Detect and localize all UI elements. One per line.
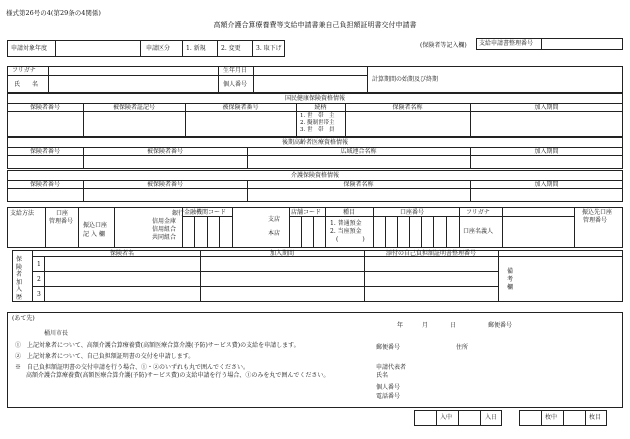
nhi-header-insurer-number: 保険者番号 [29, 104, 60, 111]
nhi-header-period: 加入期間 [534, 104, 559, 111]
nhi-header-card-symbol: 被保険者証記号 [112, 104, 155, 111]
elderly-header-period: 加入期間 [534, 148, 559, 155]
category-option-new[interactable]: 1. 新規 [186, 45, 206, 52]
history-row-1: 1 [37, 261, 41, 268]
window-label: 口座 [56, 210, 69, 217]
history-side-label: 保険者加入歴 [16, 256, 23, 301]
category-label: 申請区分 [146, 45, 171, 52]
postal-label-top: 郵便番号 [488, 322, 513, 329]
representative-name-label: 氏名 [376, 372, 389, 379]
manager-number-label: 管理番号 [49, 218, 74, 225]
history-row-2: 2 [37, 276, 41, 283]
nhi-header-insurer-name: 保険者名称 [392, 104, 423, 111]
nhi-header-relation: 続柄 [314, 104, 327, 111]
elderly-header-insurer-number: 保険者番号 [29, 148, 60, 155]
dest-manager-label: 管理番号 [583, 217, 608, 224]
cert-number-label: 支給申請書整理番号 [479, 40, 534, 47]
bank-type-shinkumi[interactable]: 信用組合 [152, 226, 177, 233]
history-header-insurer: 保険者名 [109, 250, 134, 257]
ltc-header-period: 加入期間 [534, 181, 559, 188]
account-type-label: 種目 [343, 209, 356, 216]
date-year-label: 年 [397, 322, 404, 329]
account-type-other[interactable]: ( ) [336, 236, 365, 243]
address-label: 住所 [456, 344, 469, 351]
bank-code-label: 金融機関コード [184, 209, 227, 216]
period-label: 計算期間の始期及び終期 [372, 76, 439, 83]
phone-label: 電話番号 [376, 393, 401, 400]
mayor-label: 桶川市長 [44, 330, 69, 337]
addressee-label: (あて先) [12, 315, 35, 322]
postal-label-applicant: 郵便番号 [376, 344, 401, 351]
holder-furigana-label: フリガナ [466, 209, 490, 216]
individual-number-label: 個人番号 [223, 81, 248, 88]
head-office-label: 本店 [268, 230, 281, 237]
history-row-3: 3 [37, 291, 41, 298]
transfer-entry-label: 振込口座記 入 欄 [83, 222, 108, 238]
bank-type-bank[interactable]: 銀行 [172, 210, 185, 217]
nhi-header-insured-number: 被保険者番号 [222, 104, 259, 111]
bank-type-shinkin[interactable]: 信用金庫 [152, 218, 177, 225]
representative-label: 申請代表者 [376, 364, 407, 371]
ltc-header-insured-number: 被保険者番号 [146, 181, 183, 188]
relation-option-member[interactable]: 3. 世 帯 員 [300, 127, 335, 133]
declaration-section [7, 312, 623, 408]
footer-label-sheets-total: 枚中 [545, 414, 558, 421]
elderly-header-union-name: 広域連合名称 [340, 148, 377, 155]
date-month-label: 月 [422, 322, 429, 329]
category-option-change[interactable]: 2. 変更 [221, 45, 241, 52]
footer-label-in-index: 入日 [485, 414, 498, 421]
footer-label-in-total: 入中 [440, 414, 453, 421]
bank-type-kyodo[interactable]: 共同組合 [152, 234, 177, 241]
account-type-ordinary[interactable]: 1. 普通預金 [330, 220, 362, 227]
history-header-cert-number: 添付の自己負担額証明書整理番号 [385, 250, 476, 257]
account-number-label: 口座番号 [400, 209, 425, 216]
history-section [12, 250, 623, 302]
form-title: 高額介護合算療養費等支給申請書兼自己負担額証明書交付申請書 [213, 21, 417, 29]
declaration-note-2: 高額介護合算療養費(高額医療合算介護(予防)サービス費)の支給申請を行う場合、①のみを丸で囲んでください。 [26, 372, 330, 379]
payment-method-label: 支給方法 [10, 210, 35, 217]
birthdate-label: 生年月日 [223, 67, 248, 74]
fiscal-year-label: 申請対象年度 [11, 45, 48, 52]
elderly-section-title: 後期高齢者医療資格情報 [281, 139, 348, 146]
date-day-label: 日 [450, 322, 457, 329]
name-label: 氏 名 [14, 81, 39, 88]
branch-label: 支店 [268, 216, 281, 223]
ltc-header-insurer-name: 保険者名称 [343, 181, 374, 188]
category-option-withdraw[interactable]: 3. 取下げ [256, 45, 282, 52]
elderly-header-insured-number: 被保険者番号 [146, 148, 183, 155]
ltc-header-insurer-number: 保険者番号 [29, 181, 60, 188]
account-holder-label: 口座名義人 [463, 228, 494, 235]
history-header-period: 加入期間 [269, 250, 294, 257]
relation-option-head[interactable]: 1. 世 帯 主 [300, 113, 335, 119]
declaration-item-1[interactable]: ① 上記対象者について、高額介護合算療養費(高額医療合算介護(予防)サービス費)の支給を申請します。 [15, 342, 300, 349]
remarks-label: 備考欄 [507, 268, 514, 291]
ltc-section-title: 介護保険資格情報 [290, 172, 339, 179]
branch-code-label: 店舗コード [291, 209, 322, 216]
declaration-item-2[interactable]: ② 上記対象者について、自己負担額証明書の交付を申請します。 [15, 353, 195, 360]
person-section [7, 66, 623, 93]
footer-label-sheets-index: 枚目 [589, 414, 602, 421]
insurer-entry-label: (保険者等記入欄) [420, 42, 467, 49]
furigana-label: フリガナ [12, 67, 36, 74]
form-number: 様式第26号の4(第29条の4関係) [6, 9, 101, 17]
account-type-current[interactable]: 2. 当座預金 [330, 228, 362, 235]
dest-account-label: 振込先口座 [582, 209, 613, 216]
declaration-note-1: ※ 自己負担額証明書の交付申請を行う場合、①・②のいずれも丸で囲んでください。 [15, 364, 250, 371]
applicant-individual-number-label: 個人番号 [376, 384, 401, 391]
nhi-section-title: 国民健康保険資格情報 [284, 95, 345, 102]
relation-option-deemed-head[interactable]: 2. 擬制世帯主 [300, 120, 335, 126]
